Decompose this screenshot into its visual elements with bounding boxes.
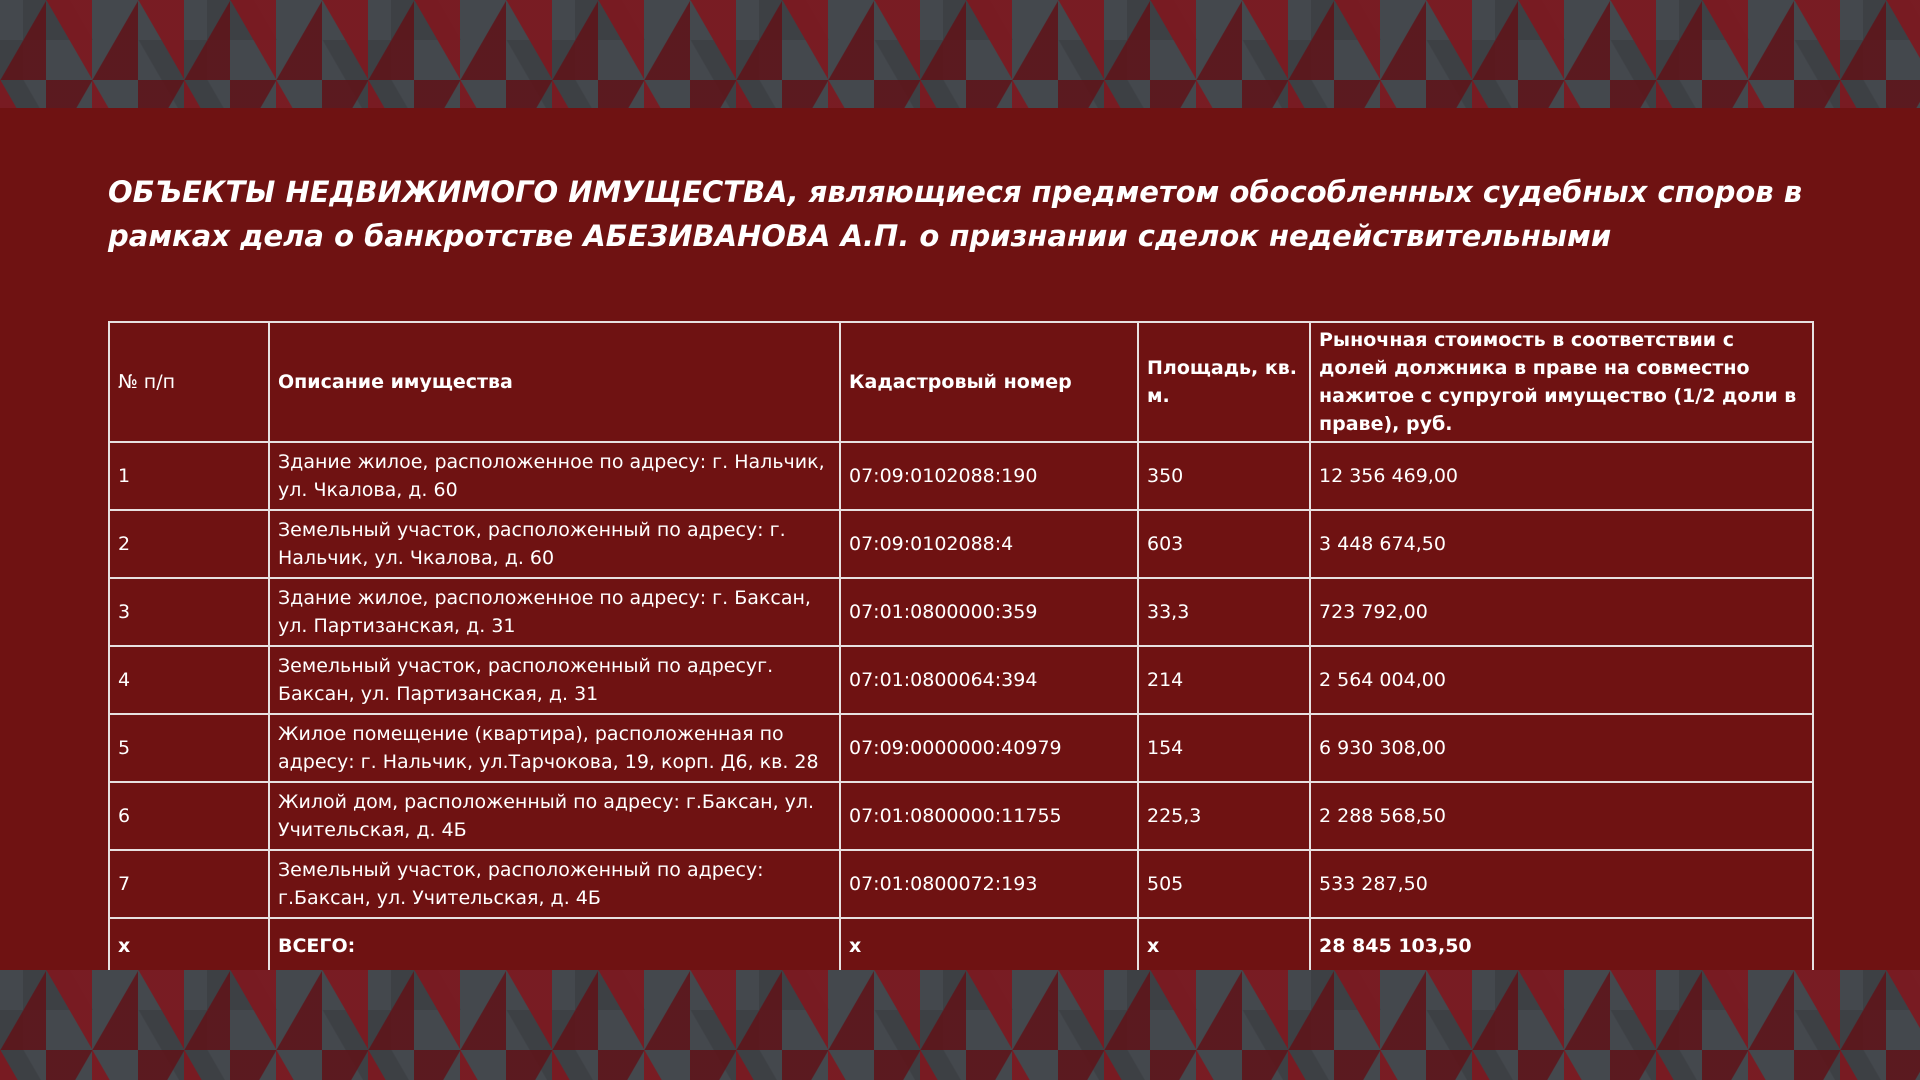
- table-row: [109, 714, 1813, 782]
- row-area: 603: [1138, 510, 1310, 578]
- row-market-value: 12 356 469,00: [1310, 442, 1813, 510]
- row-area: 154: [1138, 714, 1310, 782]
- row-description: Земельный участок, расположенный по адресу: г.Баксан, ул. Учительская, д. 4Б: [269, 850, 840, 918]
- total-label: ВСЕГО:: [269, 918, 840, 974]
- row-description: Здание жилое, расположенное по адресу: г. Нальчик, ул. Чкалова, д. 60: [269, 442, 840, 510]
- header-cadastral-number: Кадастровый номер: [840, 322, 1138, 442]
- row-description: Здание жилое, расположенное по адресу: г. Баксан, ул. Партизанская, д. 31: [269, 578, 840, 646]
- row-cadastral-number: 07:01:0800000:11755: [840, 782, 1138, 850]
- row-market-value: 723 792,00: [1310, 578, 1813, 646]
- table-header-row: [109, 322, 1813, 442]
- row-market-value: 3 448 674,50: [1310, 510, 1813, 578]
- row-number: 7: [109, 850, 269, 918]
- row-market-value: 2 288 568,50: [1310, 782, 1813, 850]
- row-description: Земельный участок, расположенный по адресуг. Баксан, ул. Партизанская, д. 31: [269, 646, 840, 714]
- row-number: 5: [109, 714, 269, 782]
- table-total-row: [109, 918, 1813, 974]
- table-row: [109, 578, 1813, 646]
- row-number: 4: [109, 646, 269, 714]
- row-cadastral-number: 07:01:0800000:359: [840, 578, 1138, 646]
- row-area: 33,3: [1138, 578, 1310, 646]
- total-market-value: 28 845 103,50: [1310, 918, 1813, 974]
- row-number: 3: [109, 578, 269, 646]
- decorative-pattern-bottom: [0, 970, 1920, 1080]
- content-panel: [0, 108, 1920, 970]
- total-number: x: [109, 918, 269, 974]
- header-market-value: Рыночная стоимость в соответствии с долей должника в праве на совместно нажитое с супругой имущество (1/2 доли в праве), руб.: [1310, 322, 1813, 442]
- row-cadastral-number: 07:09:0102088:190: [840, 442, 1138, 510]
- row-market-value: 6 930 308,00: [1310, 714, 1813, 782]
- page-title: ОБЪЕКТЫ НЕДВИЖИМОГО ИМУЩЕСТВА, являющиеся предметом обособленных судебных споров в рамках дела о банкротстве АБЕЗИВАНОВА А.П. о признании сделок недействительными: [108, 175, 1803, 253]
- header-area: Площадь, кв. м.: [1138, 322, 1310, 442]
- row-area: 225,3: [1138, 782, 1310, 850]
- total-area: x: [1138, 918, 1310, 974]
- row-description: Земельный участок, расположенный по адресу: г. Нальчик, ул. Чкалова, д. 60: [269, 510, 840, 578]
- row-number: 6: [109, 782, 269, 850]
- header-description: Описание имущества: [269, 322, 840, 442]
- table-row: [109, 646, 1813, 714]
- row-description: Жилой дом, расположенный по адресу: г.Баксан, ул. Учительская, д. 4Б: [269, 782, 840, 850]
- row-cadastral-number: 07:01:0800072:193: [840, 850, 1138, 918]
- row-area: 350: [1138, 442, 1310, 510]
- row-cadastral-number: 07:09:0102088:4: [840, 510, 1138, 578]
- row-market-value: 533 287,50: [1310, 850, 1813, 918]
- row-area: 214: [1138, 646, 1310, 714]
- row-number: 1: [109, 442, 269, 510]
- row-description: Жилое помещение (квартира), расположенная по адресу: г. Нальчик, ул.Тарчокова, 19, корп. Д6, кв. 28: [269, 714, 840, 782]
- table-row: [109, 850, 1813, 918]
- row-area: 505: [1138, 850, 1310, 918]
- header-number: № п/п: [109, 322, 269, 442]
- decorative-pattern-top: [0, 0, 1920, 108]
- table-row: [109, 782, 1813, 850]
- property-table: [108, 321, 1814, 975]
- row-number: 2: [109, 510, 269, 578]
- table-row: [109, 442, 1813, 510]
- row-market-value: 2 564 004,00: [1310, 646, 1813, 714]
- row-cadastral-number: 07:09:0000000:40979: [840, 714, 1138, 782]
- row-cadastral-number: 07:01:0800064:394: [840, 646, 1138, 714]
- total-cadastral-number: x: [840, 918, 1138, 974]
- table-row: [109, 510, 1813, 578]
